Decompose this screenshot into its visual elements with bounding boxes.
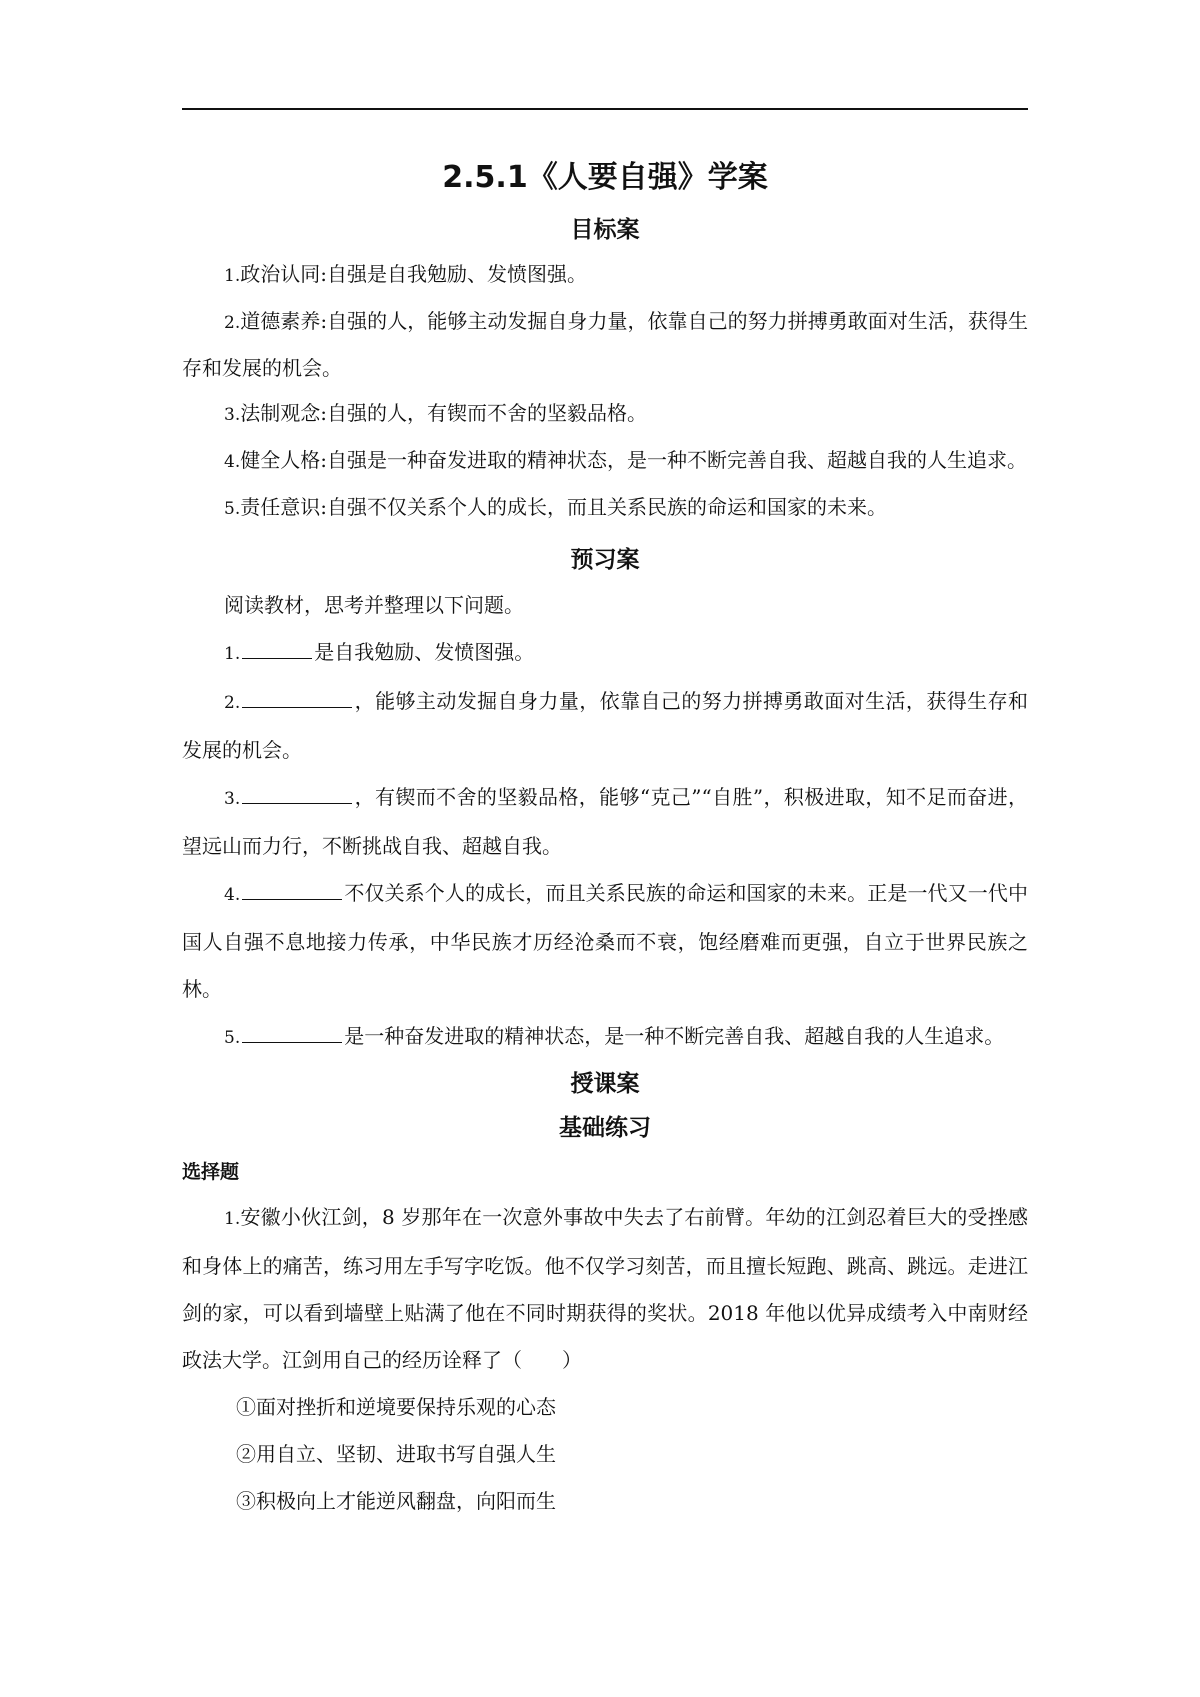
preview-item-text: 是一种奋发进取的精神状态，是一种不断完善自我、超越自我的人生追求。 [344, 1024, 1005, 1048]
goal-item-text: 法制观念:自强的人，有锲而不舍的坚毅品格。 [240, 401, 647, 425]
question-text: 安徽小伙江剑，8 岁那年在一次意外事故中失去了右前臂。年幼的江剑忍着巨大的受挫感和身体上的痛苦，练习用左手写字吃饭。他不仅学习刻苦，而且擅长短跑、跳高、跳远。走进江剑的家，可以看到墙壁上贴满了他在不同时期获得的奖状。2018 年他以优异成绩考入中南财经政法大学。江剑用自己的经历诠释了（ ） [182, 1205, 1028, 1372]
preview-item [182, 678, 1028, 774]
preview-item-text: 不仅关系个人的成长，而且关系民族的命运和国家的未来。正是一代又一代中国人自强不息地接力传承，中华民族才历经沧桑而不衰，饱经磨难而更强，自立于世界民族之林。 [182, 881, 1028, 1001]
fill-blank[interactable] [242, 638, 312, 659]
question-option: ③积极向上才能逆风翻盘，向阳而生 [236, 1489, 556, 1513]
preview-item-text: ，有锲而不舍的坚毅品格，能够“克己”“自胜”，积极进取，知不足而奋进，望远山而力行，不断挑战自我、超越自我。 [182, 785, 1028, 858]
goal-item-text: 政治认同:自强是自我勉励、发愤图强。 [240, 262, 587, 286]
goal-item [182, 391, 1028, 438]
goal-item [182, 485, 1028, 532]
preview-heading: 预习案 [570, 547, 640, 573]
preview-item-num: 5. [224, 1028, 241, 1048]
question-num: 1. [224, 1209, 241, 1229]
goal-item-num: 1. [224, 266, 241, 286]
goal-item-num: 2. [224, 313, 241, 333]
document-title: 2.5.1《人要自强》学案 [442, 160, 768, 195]
preview-item-num: 4. [224, 885, 241, 905]
fill-blank[interactable] [242, 1022, 342, 1043]
goal-heading: 目标案 [570, 217, 640, 243]
lesson-heading: 授课案 [570, 1071, 640, 1097]
fill-blank[interactable] [242, 687, 352, 708]
goal-item [182, 299, 1028, 391]
preview-item-num: 3. [224, 789, 241, 809]
goal-item-text: 责任意识:自强不仅关系个人的成长，而且关系民族的命运和国家的未来。 [240, 495, 887, 519]
preview-item-num: 1. [224, 644, 241, 664]
goal-item [182, 252, 1028, 299]
preview-intro: 阅读教材，思考并整理以下问题。 [224, 593, 524, 617]
fill-blank[interactable] [242, 879, 342, 900]
preview-item [182, 1013, 1028, 1062]
lesson-subheading: 基础练习 [559, 1115, 651, 1141]
question-option: ②用自立、坚韧、进取书写自强人生 [236, 1442, 556, 1466]
preview-item-num: 2. [224, 693, 241, 713]
goal-item [182, 438, 1028, 485]
header-rule [182, 108, 1028, 110]
preview-item-text: 是自我勉励、发愤图强。 [314, 640, 535, 664]
goal-item-text: 道德素养:自强的人，能够主动发掘自身力量，依靠自己的努力拼搏勇敢面对生活，获得生存和发展的机会。 [182, 309, 1028, 380]
document-content [182, 148, 1028, 1525]
preview-item [182, 629, 1028, 678]
preview-item [182, 774, 1028, 870]
preview-item-text: ，能够主动发掘自身力量，依靠自己的努力拼搏勇敢面对生活，获得生存和发展的机会。 [182, 689, 1028, 762]
question-type-label: 选择题 [182, 1161, 240, 1183]
question-option: ①面对挫折和逆境要保持乐观的心态 [236, 1395, 556, 1419]
question-item [182, 1194, 1028, 1384]
goal-item-num: 3. [224, 405, 241, 425]
goal-item-text: 健全人格:自强是一种奋发进取的精神状态，是一种不断完善自我、超越自我的人生追求。 [240, 448, 1027, 472]
preview-item [182, 870, 1028, 1013]
fill-blank[interactable] [242, 783, 352, 804]
goal-item-num: 5. [224, 499, 241, 519]
goal-item-num: 4. [224, 452, 241, 472]
